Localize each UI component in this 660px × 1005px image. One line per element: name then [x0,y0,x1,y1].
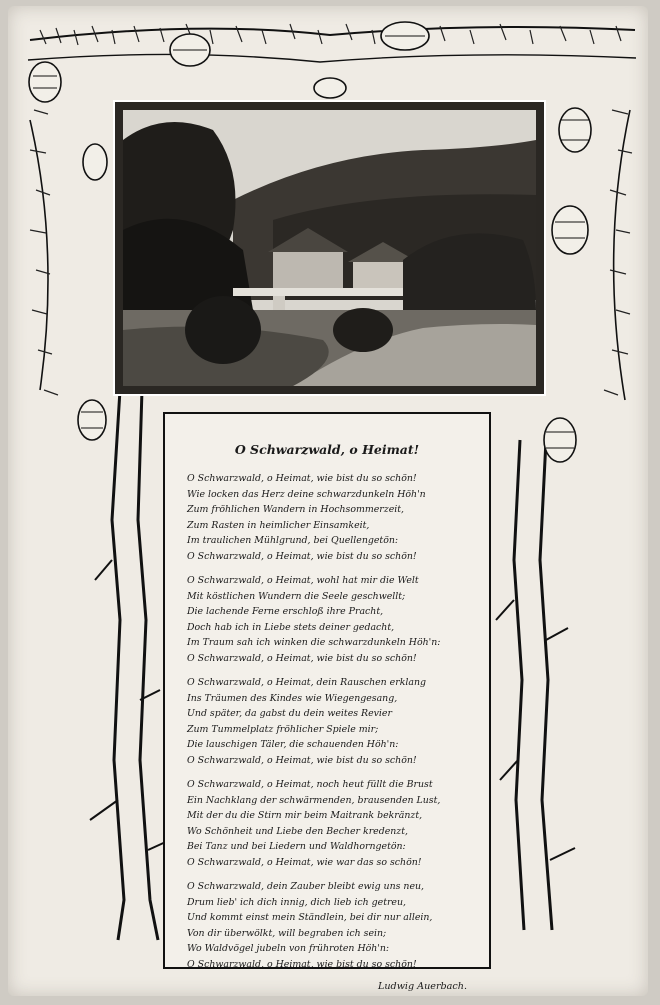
poem-line: O Schwarzwald, o Heimat, wie bist du so schön! [187,550,417,562]
poem-line: O Schwarzwald, o Heimat, wie bist du so schön! [187,754,417,766]
stanza-3 [187,675,479,768]
poem-line: Bei Tanz und bei Liedern und Waldhorngetön: [187,841,406,852]
stanza-2 [187,573,479,666]
poem-line: Ein Nachklang der schwärmenden, brausenden Lust, [187,794,441,806]
poem-line: Von dir überwölkt, will begraben ich sein; [187,927,387,939]
poem-line: Zum Tummelplatz fröhlicher Spiele mir; [187,723,379,735]
poem-line: Ins Träumen des Kindes wie Wiegengesang, [187,692,398,704]
poem-line: O Schwarzwald, o Heimat, wie bist du so schön! [187,958,417,970]
poem-line: O Schwarzwald, o Heimat, wie bist du so schön! [187,652,417,664]
poem-line: Drum lieb' ich dich innig, dich lieb ich getreu, [187,896,407,908]
poem-line: Und später, da gabst du dein weites Revier [187,708,392,719]
poem-line: Wo Waldvögel jubeln von frühroten Höh'n: [187,943,390,954]
poem-line: Und kommt einst mein Ständlein, bei dir nur allein, [187,912,433,923]
poem-panel [163,412,491,992]
poem-line: Wo Schönheit und Liebe den Becher kredenzt, [187,825,408,837]
stanza-5 [187,879,479,972]
landscape-photo [113,100,546,396]
poem-line: Doch hab ich in Liebe stets deiner gedacht, [187,621,395,633]
poem-line: O Schwarzwald, dein Zauber bleibt ewig uns neu, [187,881,425,892]
poem-line: Die lauschigen Täler, die schauenden Höh'n: [187,739,399,750]
poem-line: O Schwarzwald, o Heimat, wie bist du so schön! [187,473,417,484]
stanza-4 [187,777,479,870]
poem-line: Mit köstlichen Wundern die Seele geschwellt; [187,590,406,602]
poem-line: O Schwarzwald, o Heimat, dein Rauschen erklang [187,677,427,688]
poem-line: O Schwarzwald, o Heimat, wohl hat mir die Welt [187,575,419,586]
poem-author: Ludwig Auerbach. [378,981,467,992]
poem-line: Im traulichen Mühlgrund, bei Quellengetön: [187,535,399,546]
poem-line: Im Traum sah ich winken die schwarzdunkeln Höh'n: [187,637,441,648]
poem-line: Wie locken das Herz deine schwarzdunkeln Höh'n [187,488,426,500]
poem-line: Die lachende Ferne erschloß ihre Pracht, [187,606,384,617]
poem-line: Zum fröhlichen Wandern in Hochsommerzeit, [187,504,405,515]
stanza-1 [187,471,479,564]
poem-line: O Schwarzwald, o Heimat, wie war das so schön! [187,856,422,868]
poem-title: O Schwarzwald, o Heimat! [234,442,420,457]
poem-line: O Schwarzwald, o Heimat, noch heut füllt die Brust [187,779,433,790]
poem-line: Mit der du die Stirn mir beim Maitrank bekränzt, [187,810,423,821]
poem-line: Zum Rasten in heimlicher Einsamkeit, [187,519,370,531]
